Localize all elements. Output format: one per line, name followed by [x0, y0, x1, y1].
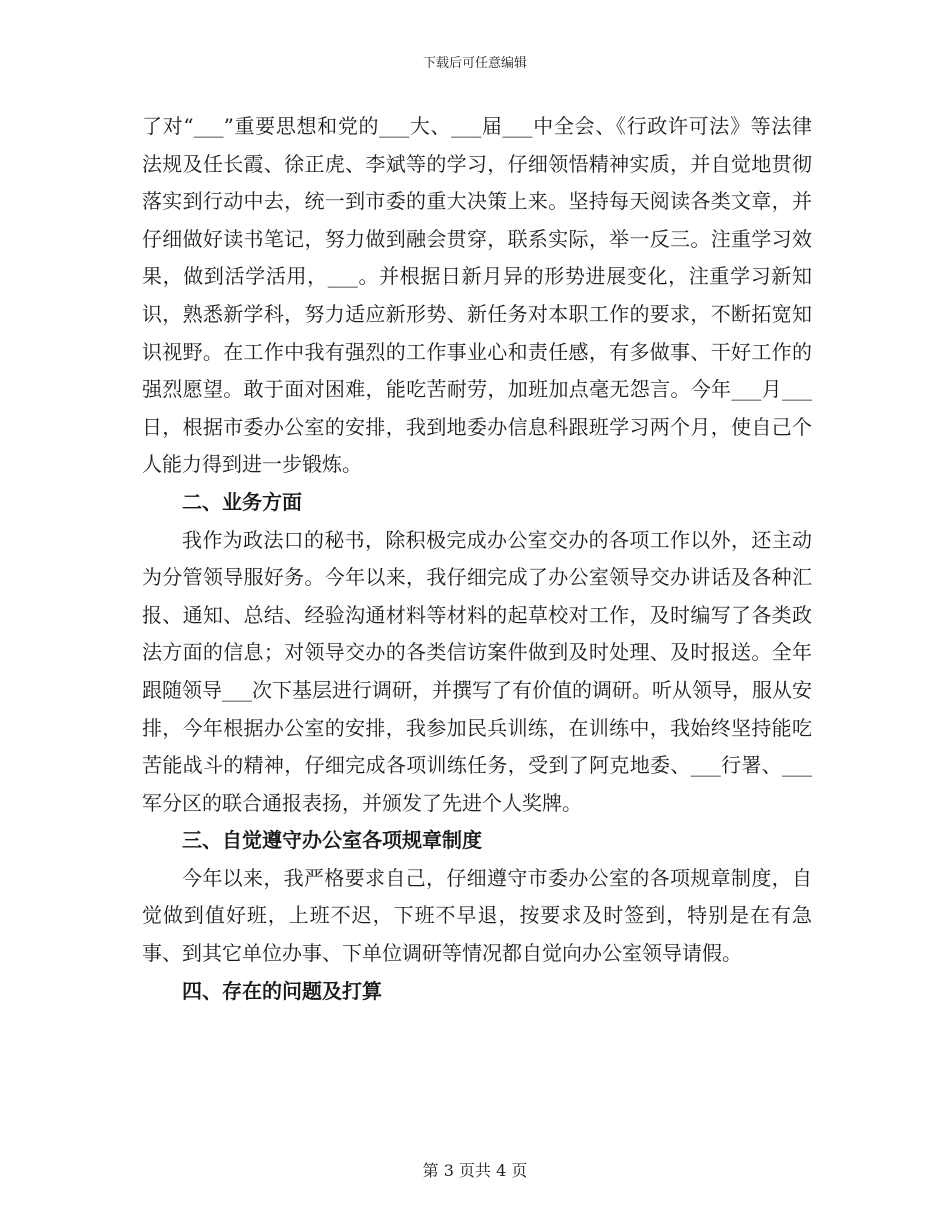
paragraph-continued: 了对“___”重要思想和党的___大、___届___中全会、《行政许可法》等法律法规及任长霞、徐正虎、李斌等的学习，仔细领悟精神实质，并自觉地贯彻落实到行动中去，统一到市委的重大决策上来。坚持每天阅读各类文章，并仔细做好读书笔记，努力做到融会贯穿，联系实际，举一反三。注重学习效果，做到活学活用，___。并根据日新月异的形势进展变化，注重学习新知识，熟悉新学科，努力适应新形势、新任务对本职工作的要求，不断拓宽知识视野。在工作中我有强烈的工作事业心和责任感，有多做事、干好工作的强烈愿望。敢于面对困难，能吃苦耐劳，加班加点毫无怨言。今年___月___日，根据市委办公室的安排，我到地委办信息科跟班学习两个月，使自己个人能力得到进一步锻炼。: [142, 114, 812, 477]
paragraph-rules: 今年以来，我严格要求自己，仔细遵守市委办公室的各项规章制度，自觉做到值好班，上班不迟，下班不早退，按要求及时签到，特别是在有急事、到其它单位办事、下单位调研等情况都自觉向办公室领导请假。: [142, 865, 812, 966]
document-body: [142, 108, 812, 1010]
page-header: 下载后可任意编辑: [422, 56, 527, 71]
section-heading-problems: 四、存在的问题及打算: [182, 978, 382, 1003]
paragraph-business: 我作为政法口的秘书，除积极完成办公室交办的各项工作以外，还主动为分管领导服好务。今年以来，我仔细完成了办公室领导交办讲话及各种汇报、通知、总结、经验沟通材料等材料的起草校对工作，及时编写了各类政法方面的信息；对领导交办的各类信访案件做到及时处理、及时报送。全年跟随领导___次下基层进行调研，并撰写了有价值的调研。听从领导，服从安排，今年根据办公室的安排，我参加民兵训练，在训练中，我始终坚持能吃苦能战斗的精神，仔细完成各项训练任务，受到了阿克地委、___行署、___军分区的联合通报表扬，并颁发了先进个人奖牌。: [142, 527, 812, 815]
section-heading-business: 二、业务方面: [182, 489, 302, 514]
section-heading-rules: 三、自觉遵守办公室各项规章制度: [182, 828, 482, 853]
page-footer: 第 3 页共 4 页: [422, 1161, 528, 1180]
